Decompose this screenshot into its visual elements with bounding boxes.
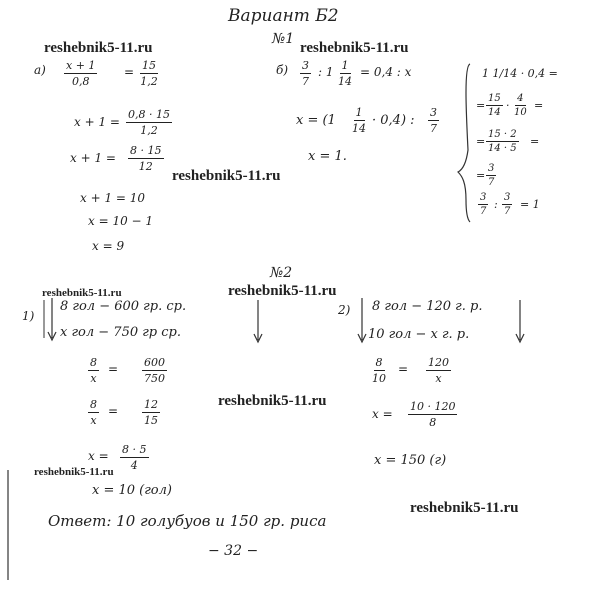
task1a-label: а) (34, 63, 46, 77)
frac-numerator: 10 · 120 (410, 400, 456, 413)
frac-denominator: 8 (429, 416, 437, 429)
frac-denominator: 15 (144, 414, 158, 427)
task1a-line3-left: x + 1 = (70, 151, 116, 165)
side-calc-2-eq: = (534, 99, 544, 112)
frac-numerator: 15 · 2 (488, 129, 517, 140)
frac-denominator: x (90, 372, 97, 385)
frac-numerator: 1 (341, 59, 349, 72)
task1a-line3-frac (128, 144, 164, 173)
frac-denominator: x (435, 372, 442, 385)
frac-denominator: 10 (514, 107, 527, 118)
task1b-line3: x = 1. (308, 149, 347, 164)
watermark-6: reshebnik5-11.ru (218, 393, 327, 409)
side-calc-3-frac (486, 129, 519, 154)
frac-denominator: 7 (480, 206, 487, 217)
brace-stroke (458, 64, 470, 222)
task1b-colon-mixed: : 1 (318, 65, 334, 79)
frac-denominator: 1,2 (140, 75, 158, 88)
side-calc-1: 1 1/14 · 0,4 = (482, 67, 558, 80)
frac-numerator: 12 (144, 398, 158, 411)
task2-p1-eq3-frac (120, 443, 149, 472)
page-number: − 32 − (208, 543, 259, 559)
frac-numerator: 3 (504, 192, 511, 203)
frac-numerator: 15 (488, 93, 501, 104)
frac-denominator: 14 · 5 (488, 143, 517, 154)
side-calc-4-frac (486, 163, 496, 188)
side-calc-5-eq: = 1 (520, 198, 540, 211)
task1b-rest: = 0,4 : x (360, 65, 412, 79)
frac-numerator: 3 (480, 192, 487, 203)
side-calc-3-eq: = (530, 135, 540, 148)
frac-numerator: 3 (430, 106, 437, 119)
frac-denominator: x (90, 414, 97, 427)
arrow-down-p2-right (516, 300, 524, 342)
page-heading: Вариант Б2 (228, 6, 339, 26)
task1b-frac (300, 59, 311, 88)
task2-p2-eq1-left (372, 356, 386, 385)
task1a-line6: x = 9 (92, 239, 125, 253)
task2-p1-eq2-right (142, 398, 160, 427)
task2-p2-row2: 10 гол − x г. р. (368, 327, 470, 342)
task1a-line2-left: x + 1 = (74, 115, 120, 129)
frac-denominator: 14 (352, 122, 366, 135)
task2-p1-eq1-sign: = (108, 362, 119, 376)
task1b-line2-left: x = (1 (296, 113, 336, 128)
frac-numerator: 4 (517, 93, 524, 104)
task2-p2-eq1-right (426, 356, 451, 385)
task2-p1-row2: x гол − 750 гр ср. (60, 325, 181, 340)
watermark-7: reshebnik5-11.ru (34, 466, 114, 478)
task2-p1-label: 1) (22, 309, 35, 323)
answer-line: Ответ: 10 голубуов и 150 гр. риса (48, 512, 327, 530)
task2-p2-eq2-left: x = (372, 407, 393, 421)
task1b-line2-frac (352, 106, 366, 135)
frac-numerator: 8 · 5 (122, 443, 147, 456)
arrow-down-p2-left (358, 298, 366, 342)
task1a-frac2 (140, 59, 158, 88)
frac-numerator: 8 (90, 398, 97, 411)
task2-p1-eq3-left: x = (88, 449, 109, 463)
frac-numerator: 0,8 · 15 (128, 108, 170, 121)
task1b-label: б) (276, 63, 289, 77)
task1a-line5: x = 10 − 1 (88, 214, 154, 228)
frac-denominator: 14 (488, 107, 501, 118)
task1b-line2-rfrac (428, 106, 439, 135)
task2-p1-eq1-right (142, 356, 167, 385)
side-calc-5-mid: : (494, 198, 498, 211)
frac-denominator: 0,8 (71, 75, 90, 88)
frac-numerator: 120 (428, 356, 449, 369)
frac-numerator: 600 (144, 356, 165, 369)
arrow-down-left (48, 298, 56, 340)
watermark-4: reshebnik5-11.ru (42, 287, 122, 299)
task2-p1-eq2-left (88, 398, 99, 427)
frac-denominator: 12 (138, 160, 153, 173)
frac-denominator: 7 (504, 206, 511, 217)
task2-p1-row1: 8 гол − 600 гр. ср. (60, 299, 187, 314)
task2-p1-eq2-sign: = (108, 404, 119, 418)
side-calc-4-left: = (476, 169, 486, 182)
frac-numerator: 8 (375, 356, 383, 369)
frac-denominator: 7 (302, 75, 309, 88)
frac-denominator: 7 (430, 122, 437, 135)
task1a-eq: = (124, 65, 135, 79)
watermark-3: reshebnik5-11.ru (172, 168, 281, 184)
task2-p1-eq4: x = 10 (гол) (92, 483, 172, 498)
frac-numerator: 3 (302, 59, 309, 72)
task1b-mixed-frac (338, 59, 352, 88)
task2-p2-eq3: x = 150 (г) (374, 453, 447, 468)
frac-denominator: 10 (372, 372, 386, 385)
side-calc-5-f1 (478, 192, 488, 217)
frac-numerator: 8 (90, 356, 97, 369)
frac-denominator: 750 (144, 372, 165, 385)
arrow-down-right (254, 300, 262, 342)
watermark-5: reshebnik5-11.ru (228, 283, 337, 299)
task2-p2-row1: 8 гол − 120 г. р. (372, 299, 483, 314)
side-calc-2-f1 (486, 93, 503, 118)
task2-p2-label: 2) (338, 303, 351, 317)
task1a-frac1 (64, 59, 97, 88)
side-calc-2-left: = (476, 99, 486, 112)
frac-denominator: 1,2 (140, 124, 158, 137)
task2-p2-eq1-sign: = (398, 362, 409, 376)
task2-p2-eq2-frac (408, 400, 457, 429)
task1b-line2-mid: · 0,4) : (372, 113, 415, 128)
task1-number: №1 (272, 31, 295, 47)
watermark-8: reshebnik5-11.ru (410, 500, 519, 516)
frac-denominator: 14 (338, 75, 352, 88)
watermark-1: reshebnik5-11.ru (44, 40, 153, 56)
side-calc-3-left: = (476, 135, 486, 148)
frac-numerator: 1 (355, 106, 363, 119)
task1a-line2-frac (126, 108, 172, 137)
frac-numerator: 8 · 15 (130, 144, 162, 157)
frac-denominator: 4 (130, 459, 138, 472)
frac-numerator: 15 (142, 59, 156, 72)
task2-p1-eq1-left (88, 356, 99, 385)
watermark-2: reshebnik5-11.ru (300, 40, 409, 56)
task1a-line4: x + 1 = 10 (80, 191, 146, 205)
task2-number: №2 (270, 265, 293, 281)
side-calc-2-f2 (514, 93, 527, 118)
side-calc-2-dot: · (506, 99, 510, 112)
frac-denominator: 7 (488, 177, 495, 188)
side-calc-5-f2 (502, 192, 512, 217)
frac-numerator: 3 (488, 163, 495, 174)
frac-numerator: x + 1 (66, 59, 96, 72)
